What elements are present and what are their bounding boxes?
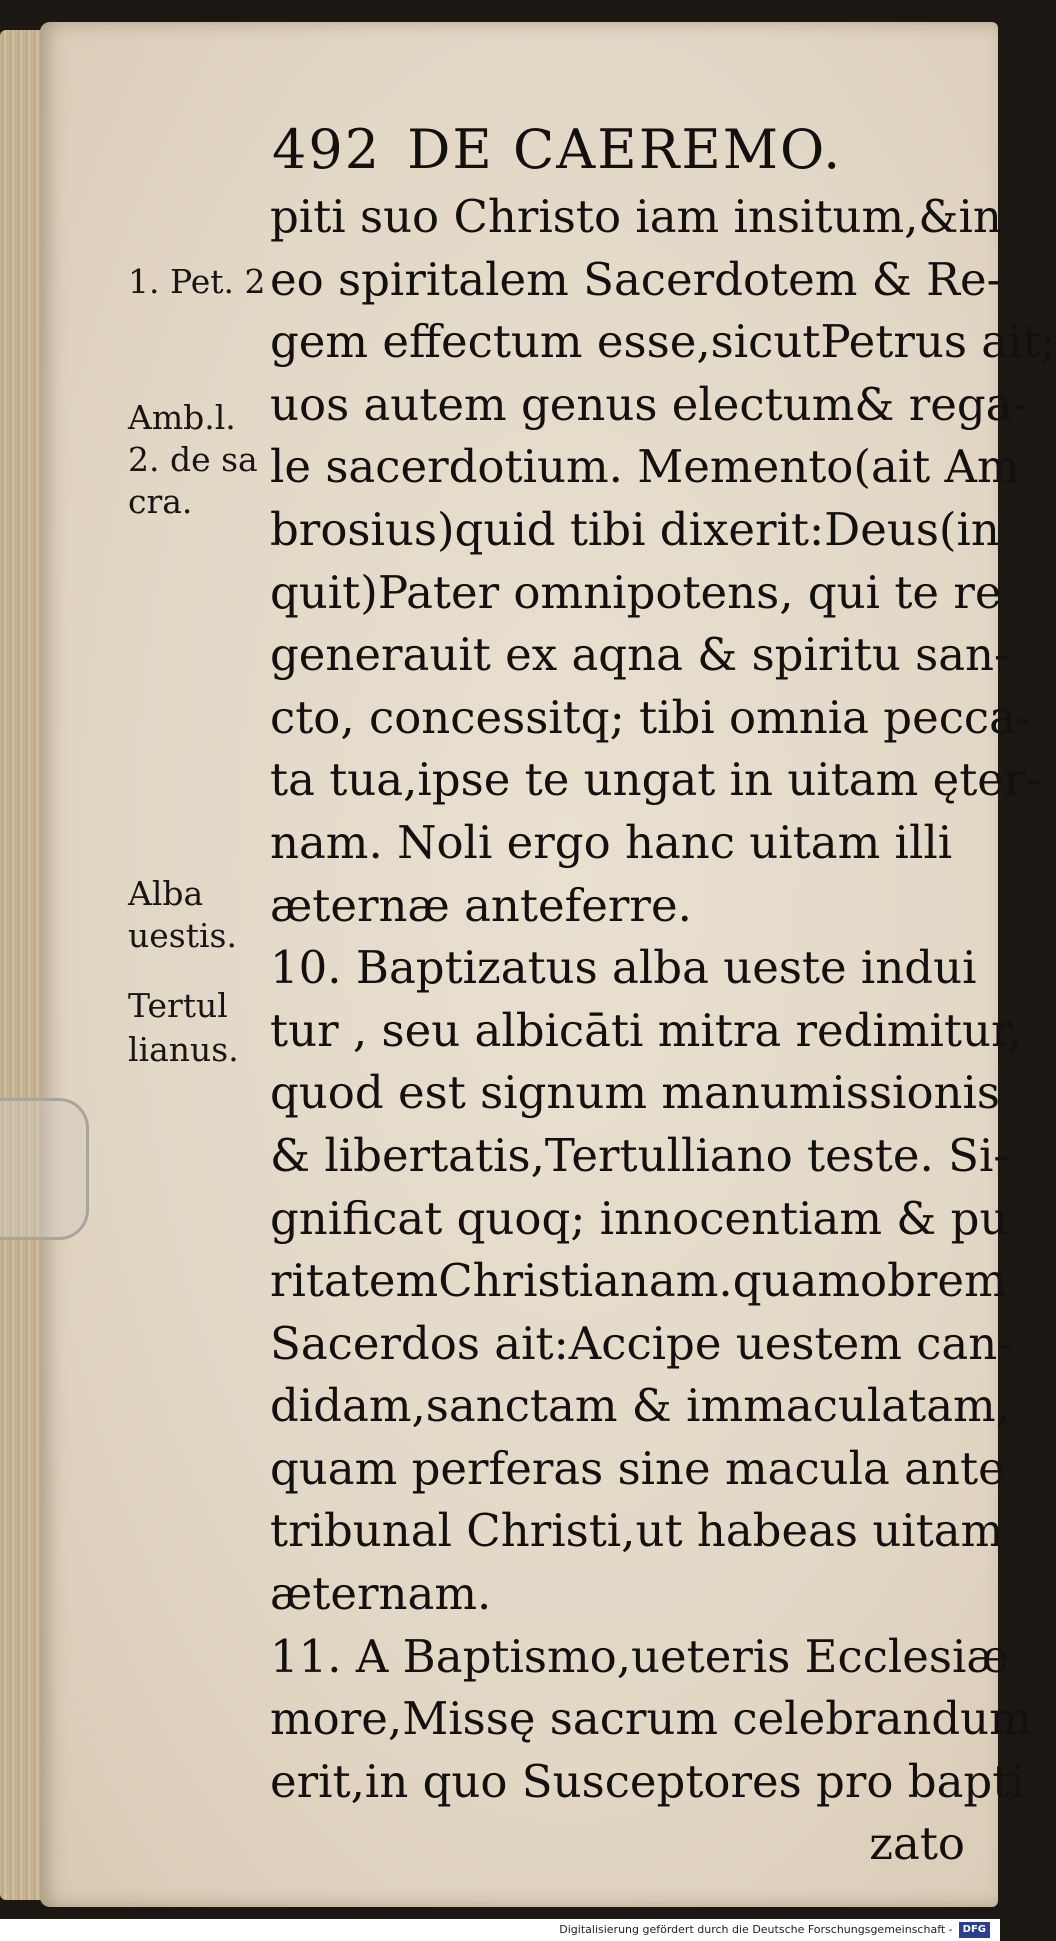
text-line: eo spiritalem Sacerdotem & Re- xyxy=(270,252,1002,306)
text-line: æternam. xyxy=(270,1567,492,1621)
text-line: generauit ex aqna & spiritu san- xyxy=(270,628,1010,682)
text-line: le sacerdotium. Memento(ait Am xyxy=(270,440,1020,494)
margin-note-pet: 1. Pet. 2 xyxy=(128,262,266,301)
text-line: æternæ anteferre. xyxy=(270,878,692,932)
catchword: zato xyxy=(869,1817,965,1871)
digitization-footer xyxy=(0,1919,1000,1941)
text-line: gem effectum esse,sicutPetrus ait; xyxy=(270,315,1056,369)
text-line: 10. Baptizatus alba ueste indui xyxy=(270,941,977,995)
text-line: tribunal Christi,ut habeas uitam xyxy=(270,1504,1004,1558)
running-head: DE CAEREMO. xyxy=(407,118,843,181)
text-line: didam,sanctam & immaculatam, xyxy=(270,1379,1011,1433)
page-header xyxy=(272,118,912,188)
page-number: 492 xyxy=(272,118,382,181)
main-text xyxy=(270,186,1056,1876)
margin-note-amb-3: cra. xyxy=(128,482,193,521)
text-line: erit,in quo Susceptores pro bapti xyxy=(270,1754,1025,1808)
text-line: cto, concessitq; tibi omnia pecca- xyxy=(270,690,1032,744)
text-line: ritatemChristianam.quamobrem xyxy=(270,1254,1007,1308)
text-line: gnificat quoq; innocentiam & pu xyxy=(270,1191,1009,1245)
text-line: quod est signum manumissionis xyxy=(270,1066,1000,1120)
text-line: quam perferas sine macula ante xyxy=(270,1441,1005,1495)
text-line: nam. Noli ergo hanc uitam illi xyxy=(270,815,953,869)
text-line: 11. A Baptismo,ueteris Ecclesiæ xyxy=(270,1629,1009,1683)
text-line: brosius)quid tibi dixerit:Deus(in xyxy=(270,502,1000,556)
text-line: quit)Pater omnipotens, qui te re xyxy=(270,565,1002,619)
text-line: & libertatis,Tertulliano teste. Si- xyxy=(270,1128,1009,1182)
dfg-logo: DFG xyxy=(959,1922,990,1938)
margin-note-alba-2: uestis. xyxy=(128,916,237,955)
margin-note-amb-2: 2. de sa xyxy=(128,440,258,479)
text-line: uos autem genus electum& rega- xyxy=(270,377,1028,431)
book-clasp xyxy=(0,1098,89,1240)
text-line: piti suo Christo iam insitum,&in xyxy=(270,190,1002,243)
margin-note-tert-2: lianus. xyxy=(128,1030,239,1069)
margin-note-tert-1: Tertul xyxy=(128,986,228,1025)
text-line: tur , seu albicāti mitra redimitur, xyxy=(270,1003,1022,1057)
footer-credit: Digitalisierung gefördert durch die Deutsche Forschungsgemeinschaft - xyxy=(559,1923,953,1936)
margin-note-alba-1: Alba xyxy=(128,874,204,913)
text-line: Sacerdos ait:Accipe uestem can- xyxy=(270,1316,1013,1370)
text-line: more,Missę sacrum celebrandum xyxy=(270,1692,1032,1746)
margin-note-amb-1: Amb.l. xyxy=(128,398,236,437)
text-line: ta tua,ipse te ungat in uitam ęter- xyxy=(270,753,1041,807)
